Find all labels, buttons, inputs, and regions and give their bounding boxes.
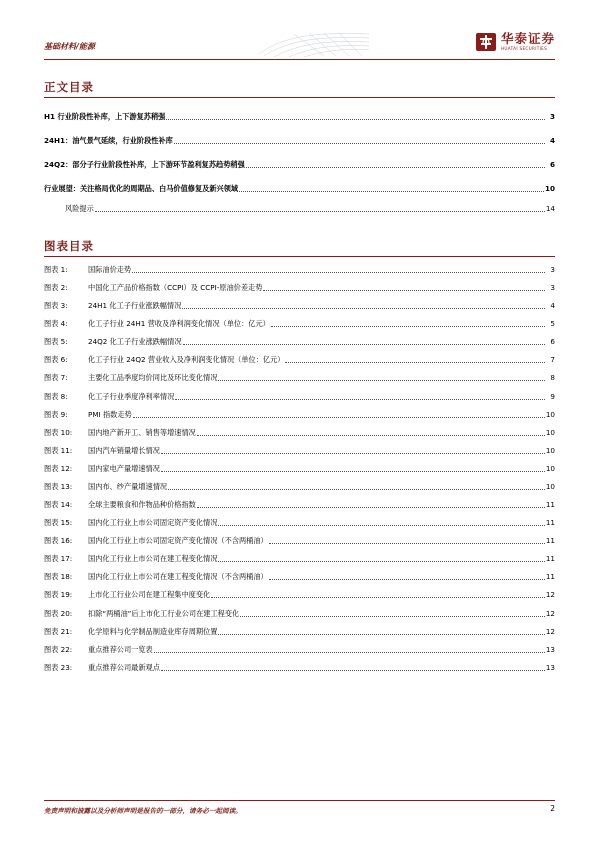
toc-entry-page: 3 xyxy=(549,112,555,121)
figure-entry[interactable] xyxy=(44,408,555,420)
figure-entry-number: 图表 19: xyxy=(44,590,73,600)
figure-entry[interactable] xyxy=(44,643,555,655)
huatai-logo xyxy=(475,32,555,52)
toc-leader-dots xyxy=(271,326,545,327)
figure-entry-number: 图表 18: xyxy=(44,572,73,582)
toc-leader-dots xyxy=(174,143,545,144)
figure-entry[interactable] xyxy=(44,299,555,311)
figure-entry-label: 国内化工行业上市公司在建工程变化情况 xyxy=(88,554,218,564)
figure-entry-page: 7 xyxy=(550,355,555,365)
toc-entry-page: 14 xyxy=(545,204,555,213)
figure-entry-number: 图表 13: xyxy=(44,481,73,491)
figure-entry-label: 重点推荐公司一览表 xyxy=(88,644,153,654)
toc-leader-dots xyxy=(168,489,545,490)
figure-entry[interactable] xyxy=(44,353,555,365)
figure-entry[interactable] xyxy=(44,516,555,528)
figure-entry-label: 重点推荐公司最新观点 xyxy=(88,662,160,672)
figure-entry-page: 11 xyxy=(545,518,555,528)
toc-leader-dots xyxy=(182,308,545,309)
figure-entry-page: 8 xyxy=(550,373,555,383)
figure-entry-page: 10 xyxy=(545,445,555,455)
figure-entry[interactable] xyxy=(44,426,555,438)
figure-entry-page: 11 xyxy=(545,572,555,582)
figure-entry-page: 12 xyxy=(545,608,555,618)
figure-entry-label: 主要化工品季度均价同比及环比变化情况 xyxy=(88,373,218,383)
toc-entry-label: H1 行业阶段性补库，上下游复苏稍强 xyxy=(44,112,166,121)
figure-entry[interactable] xyxy=(44,498,555,510)
figure-entry[interactable] xyxy=(44,462,555,474)
toc-entry[interactable] xyxy=(44,182,555,194)
figure-entry-page: 12 xyxy=(545,626,555,636)
figure-entry[interactable] xyxy=(44,534,555,546)
figure-entry-number: 图表 21: xyxy=(44,626,73,636)
figure-entry[interactable] xyxy=(44,480,555,492)
figure-entry[interactable] xyxy=(44,263,555,275)
toc-leader-dots xyxy=(161,670,545,671)
toc-entry[interactable] xyxy=(44,110,555,122)
page-header xyxy=(44,30,555,60)
figure-entry-label: 国内化工行业上市公司固定资产变化情况 xyxy=(88,518,218,528)
figure-entry-page: 5 xyxy=(550,319,555,329)
header-divider xyxy=(44,59,555,60)
figure-entry-page: 6 xyxy=(550,337,555,347)
toc-entry[interactable] xyxy=(44,202,555,214)
figure-entry-number: 图表 1: xyxy=(44,265,68,274)
figure-entry-label: 国内布、纱产量增速情况 xyxy=(88,481,168,491)
toc-leader-dots xyxy=(218,380,545,381)
footer-disclaimer: 免责声明和披露以及分析师声明是报告的一部分，请务必一起阅读。 xyxy=(44,807,242,815)
figure-entry-label: PMI 指数走势 xyxy=(88,409,132,419)
toc-leader-dots xyxy=(95,211,545,212)
toc-entry[interactable] xyxy=(44,134,555,146)
toc-title: 正文目录 xyxy=(44,80,94,94)
figure-entry-number: 图表 20: xyxy=(44,608,73,618)
figure-entry-number: 图表 11: xyxy=(44,445,73,455)
toc-leader-dots xyxy=(161,453,545,454)
toc-leader-dots xyxy=(133,417,545,418)
toc-entry[interactable] xyxy=(44,158,555,170)
toc-entry-page: 4 xyxy=(549,136,555,145)
figure-entry-page: 10 xyxy=(545,427,555,437)
figure-entry-label: 扣除“两桶油”后上市化工行业公司在建工程变化 xyxy=(88,608,240,618)
figure-entry-page: 11 xyxy=(545,536,555,546)
figure-entry-label: 全球主要粮食和作物品种价格指数 xyxy=(88,500,196,510)
toc-leader-dots xyxy=(197,507,545,508)
toc-entry-label: 风险提示 xyxy=(65,204,94,213)
figure-entry-page: 11 xyxy=(545,554,555,564)
toc-title-divider xyxy=(44,97,555,98)
figure-entry-page: 9 xyxy=(550,391,555,401)
figure-entry[interactable] xyxy=(44,335,555,347)
figure-entry-number: 图表 14: xyxy=(44,500,73,510)
toc-leader-dots xyxy=(240,616,545,617)
figure-entry-page: 10 xyxy=(545,409,555,419)
figure-entry-number: 图表 16: xyxy=(44,536,73,546)
figure-entry[interactable] xyxy=(44,390,555,402)
figure-entry-page: 13 xyxy=(545,644,555,654)
toc-leader-dots xyxy=(211,597,545,598)
figure-entry-number: 图表 4: xyxy=(44,319,68,329)
figure-entry-number: 图表 3: xyxy=(44,301,68,311)
toc-leader-dots xyxy=(218,525,544,526)
figure-entry-label: 24Q2 化工子行业涨跌幅情况 xyxy=(88,337,182,347)
toc-entry-label: 24H1：油气景气延续，行业阶段性补库 xyxy=(44,136,173,145)
figure-entry-number: 图表 12: xyxy=(44,463,73,473)
toc-leader-dots xyxy=(154,652,545,653)
figure-entry-label: 国际油价走势 xyxy=(88,265,132,274)
toc-entry-label: 24Q2：部分子行业阶段性补库，上下游环节盈利复苏趋势稍强 xyxy=(44,160,245,169)
figure-entry[interactable] xyxy=(44,281,555,293)
figure-entry-page: 12 xyxy=(545,590,555,600)
figure-entry-number: 图表 22: xyxy=(44,644,73,654)
toc-leader-dots xyxy=(218,561,544,562)
figure-entry[interactable] xyxy=(44,588,555,600)
figure-entry-page: 10 xyxy=(545,463,555,473)
figure-entry-label: 国内汽车销量增长情况 xyxy=(88,445,160,455)
logo-chinese-name: 华泰证券 xyxy=(500,31,555,46)
huatai-logo-icon xyxy=(475,32,497,52)
toc-leader-dots xyxy=(269,543,545,544)
figure-entry-page: 3 xyxy=(550,283,555,293)
footer-divider xyxy=(44,800,555,801)
figure-entry-page: 13 xyxy=(545,662,555,672)
figure-entry-number: 图表 7: xyxy=(44,373,68,383)
figure-entry-number: 图表 17: xyxy=(44,554,73,564)
figure-entry-label: 化工子行业 24Q2 营业收入及净利润变化情况（单位：亿元） xyxy=(88,355,285,365)
figure-entry[interactable] xyxy=(44,625,555,637)
figure-entry-number: 图表 23: xyxy=(44,662,73,672)
figure-entry-label: 化学原料与化学制品制造业库存周期位置 xyxy=(88,626,218,636)
figure-entry[interactable] xyxy=(44,317,555,329)
figure-entry-number: 图表 15: xyxy=(44,518,73,528)
figure-entry-label: 上市化工行业公司在建工程集中度变化 xyxy=(88,590,211,600)
figures-title-divider xyxy=(44,256,555,257)
figure-entry-label: 24H1 化工子行业涨跌幅情况 xyxy=(88,301,182,311)
figure-entry-label: 化工子行业季度净利率情况 xyxy=(88,391,175,401)
figure-entry[interactable] xyxy=(44,552,555,564)
figure-entry[interactable] xyxy=(44,371,555,383)
toc-leader-dots xyxy=(175,399,545,400)
toc-leader-dots xyxy=(161,471,545,472)
figure-entry-number: 图表 10: xyxy=(44,427,73,437)
toc-leader-dots xyxy=(197,435,545,436)
figure-entry-number: 图表 6: xyxy=(44,355,68,365)
toc-leader-dots xyxy=(285,362,545,363)
figure-entry-page: 11 xyxy=(545,500,555,510)
report-category: 基础材料/能源 xyxy=(44,42,95,51)
figure-entry-page: 3 xyxy=(550,265,555,274)
toc-entry-page: 10 xyxy=(544,184,555,193)
figure-entry[interactable] xyxy=(44,607,555,619)
figure-entry-number: 图表 9: xyxy=(44,409,68,419)
figure-entry-label: 国内地产新开工、销售等增速情况 xyxy=(88,427,196,437)
figure-entry-label: 国内化工行业上市公司固定资产变化情况（不含两桶油） xyxy=(88,536,268,546)
toc-entry-page: 6 xyxy=(549,160,555,169)
figure-entry-label: 国内家电产量增速情况 xyxy=(88,463,160,473)
toc-leader-dots xyxy=(218,634,544,635)
figure-entry-label: 国内化工行业上市公司在建工程变化情况（不含两桶油） xyxy=(88,572,268,582)
toc-entry-label: 行业展望：关注格局优化的周期品、白马价值修复及新兴领域 xyxy=(44,184,239,193)
figure-entry-number: 图表 5: xyxy=(44,337,68,347)
toc-leader-dots xyxy=(183,344,545,345)
figure-entry[interactable] xyxy=(44,444,555,456)
toc-leader-dots xyxy=(263,290,545,291)
toc-leader-dots xyxy=(239,191,544,192)
logo-english-name: HUATAI SECURITIES xyxy=(500,46,548,51)
toc-leader-dots xyxy=(166,119,545,120)
figures-title: 图表目录 xyxy=(44,239,94,253)
figure-entry-label: 化工子行业 24H1 营收及净利润变化情况（单位：亿元） xyxy=(88,319,270,329)
figure-entry[interactable] xyxy=(44,661,555,673)
figure-entry[interactable] xyxy=(44,570,555,582)
figure-entry-number: 图表 2: xyxy=(44,283,68,293)
header-decoration-graphic xyxy=(254,30,374,58)
toc-leader-dots xyxy=(246,167,545,168)
figure-entry-label: 中国化工产品价格指数（CCPI）及 CCPI-原油价差走势 xyxy=(88,283,263,293)
figure-entry-number: 图表 8: xyxy=(44,391,68,401)
page-number: 2 xyxy=(550,804,555,813)
figure-entry-page: 4 xyxy=(550,301,555,311)
toc-leader-dots xyxy=(269,579,545,580)
toc-leader-dots xyxy=(132,272,545,273)
figure-entry-page: 10 xyxy=(545,481,555,491)
